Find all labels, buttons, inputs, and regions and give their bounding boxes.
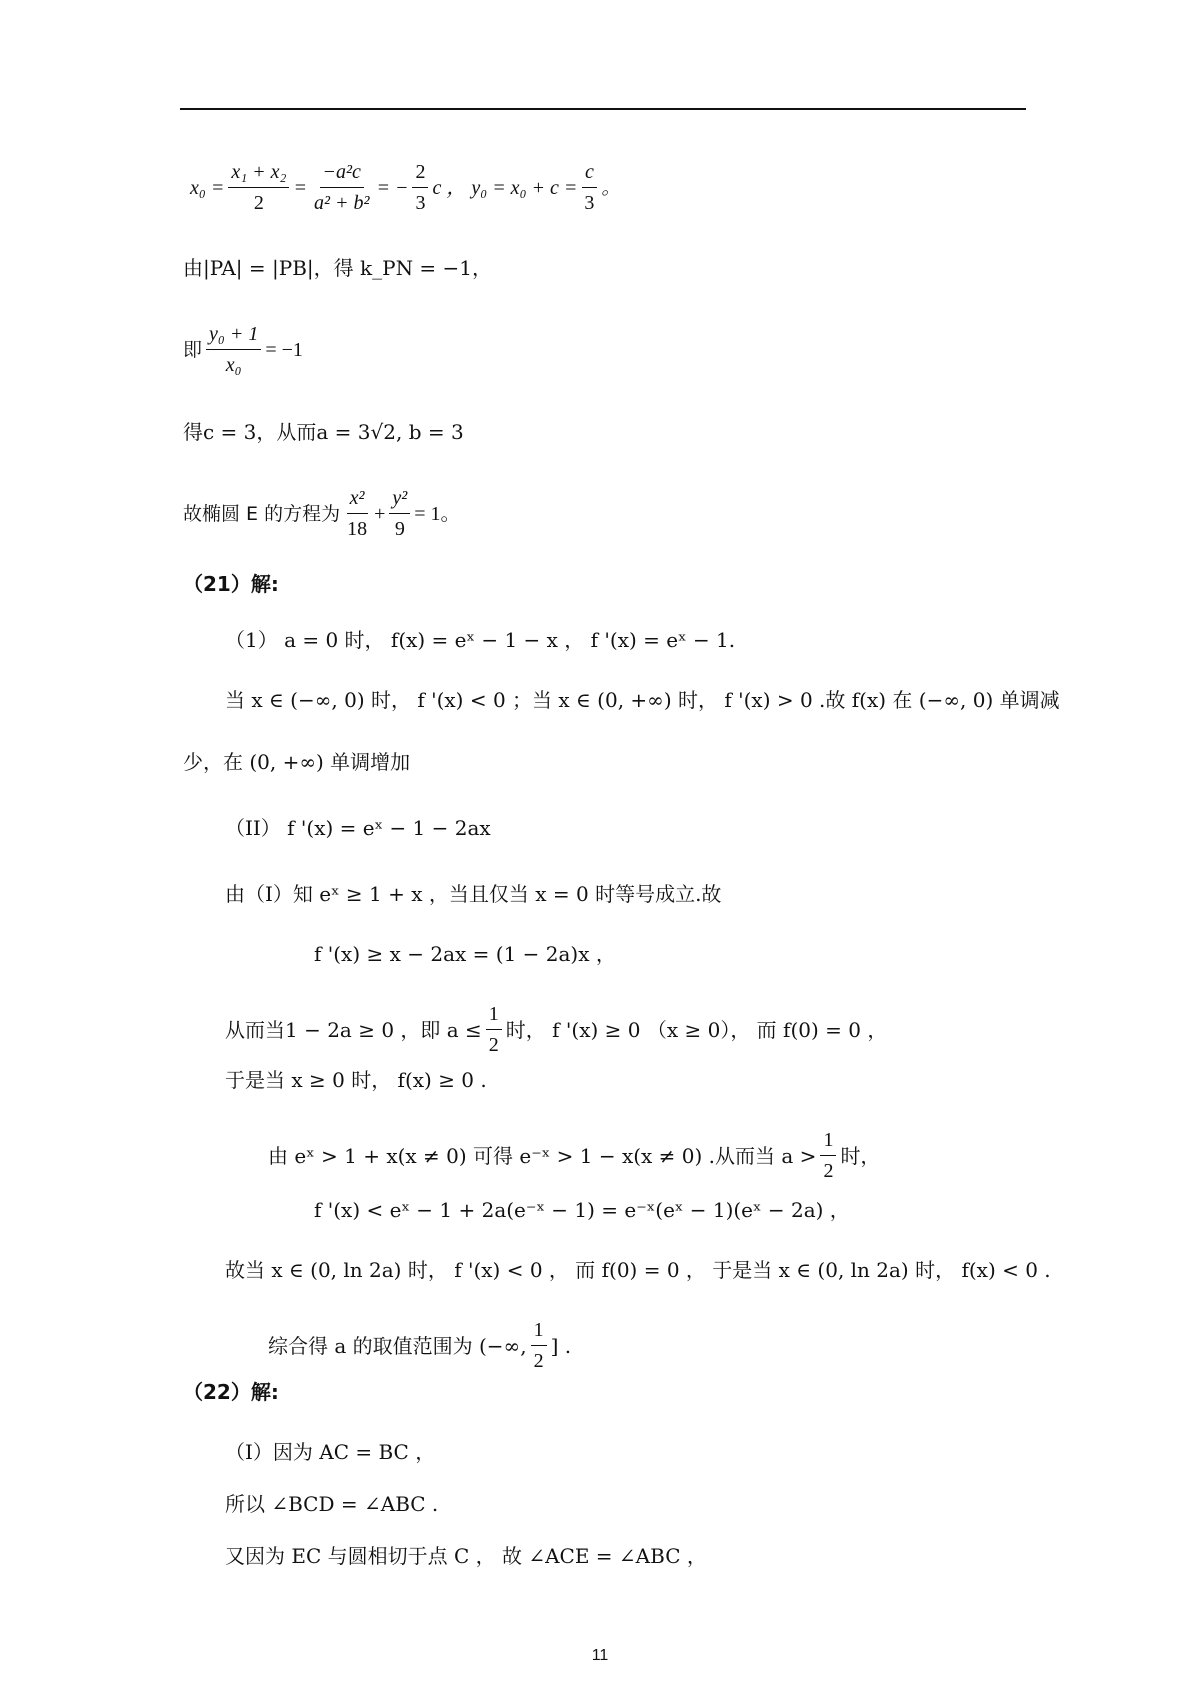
numerator: 1	[820, 1128, 836, 1156]
line-21-9	[268, 1128, 880, 1183]
line-21-1	[225, 626, 735, 654]
line-21-11	[225, 1256, 1051, 1284]
line-21-2	[225, 686, 1060, 714]
text: f '(x) ≥ x − 2ax = (1 − 2a)x ，	[314, 942, 616, 966]
line-22-1	[225, 1438, 435, 1466]
fraction	[206, 322, 261, 377]
text: = −	[376, 176, 409, 199]
text: f '(x) < eˣ − 1 + 2a(e⁻ˣ − 1) = e⁻ˣ(eˣ − 1)(eˣ − 2a) ，	[314, 1198, 850, 1222]
numerator: −a²c	[320, 160, 364, 188]
line-ellipse	[183, 486, 461, 541]
text: （I）因为 AC = BC ，	[225, 1440, 436, 1464]
text: 得c = 3，从而a = 3√2, b = 3	[183, 420, 464, 444]
text: = 1。	[414, 502, 461, 525]
fraction	[486, 1002, 502, 1057]
denominator: 2	[488, 1034, 499, 1056]
heading-21	[183, 570, 279, 598]
equation-x0	[190, 160, 620, 215]
line-21-8	[225, 1066, 487, 1094]
text: 由|PA| = |PB|，得 k_PN = −1，	[183, 256, 493, 280]
denominator: 2	[823, 1160, 834, 1182]
text: （22）解:	[183, 1380, 279, 1404]
text: 所以 ∠BCD = ∠ABC .	[225, 1492, 439, 1516]
denominator: a² + b²	[313, 192, 370, 214]
text: 故椭圆 E 的方程为	[183, 502, 341, 525]
fraction	[389, 486, 410, 541]
line-c-value	[183, 418, 464, 446]
numerator: x₁ + x₂	[228, 160, 289, 188]
numerator: x²	[347, 486, 368, 514]
fraction	[344, 486, 370, 541]
text: （21）解:	[183, 572, 279, 596]
text: 故当 x ∈ (0, ln 2a) 时， f '(x) < 0 ， 而 f(0) = 0 ， 于是当 x ∈ (0, ln 2a) 时， f(x) < 0 .	[225, 1258, 1051, 1282]
numerator: y₀ + 1	[206, 322, 261, 350]
line-21-5	[225, 880, 721, 908]
text: ] .	[550, 1333, 572, 1358]
heading-22	[183, 1378, 279, 1406]
numerator: c	[582, 160, 597, 188]
line-slope	[183, 322, 303, 377]
fraction	[311, 160, 373, 215]
denominator: 9	[394, 518, 405, 540]
line-21-3	[183, 748, 410, 776]
fraction	[820, 1128, 836, 1183]
numerator: 1	[486, 1002, 502, 1030]
fraction	[531, 1318, 547, 1373]
line-pa-pb	[183, 254, 492, 282]
text: 。	[601, 176, 621, 199]
fraction	[412, 160, 428, 215]
fraction	[228, 160, 289, 215]
line-22-2	[225, 1490, 438, 1518]
numerator: 1	[531, 1318, 547, 1346]
text: c ， y₀ = x₀ + c =	[432, 176, 578, 199]
text: （1） a = 0 时， f(x) = eˣ − 1 − x ， f '(x) = eˣ − 1.	[225, 628, 736, 652]
denominator: 3	[584, 192, 595, 214]
line-21-7	[225, 1002, 887, 1057]
line-22-3	[225, 1542, 707, 1570]
fraction	[581, 160, 597, 215]
page-number: 11	[591, 1647, 609, 1664]
text: 即	[183, 338, 203, 361]
numerator: y²	[389, 486, 410, 514]
numerator: 2	[412, 160, 428, 188]
text: 时，	[840, 1143, 881, 1168]
text: 又因为 EC 与圆相切于点 C ， 故 ∠ACE = ∠ABC ，	[225, 1544, 707, 1568]
text: +	[374, 502, 386, 525]
denominator: 18	[347, 518, 368, 540]
denominator: 3	[415, 192, 426, 214]
denominator: 2	[253, 192, 264, 214]
text: 当 x ∈ (−∞, 0) 时， f '(x) < 0 ；当 x ∈ (0, +∞) 时， f '(x) > 0 .故 f(x) 在 (−∞, 0) 单调减	[225, 688, 1060, 712]
header-rule	[180, 108, 1026, 110]
text: 于是当 x ≥ 0 时， f(x) ≥ 0 .	[225, 1068, 487, 1092]
text: 从而当1 − 2a ≥ 0 ，即 a ≤	[225, 1017, 482, 1042]
denominator: x₀	[225, 354, 242, 376]
line-21-10	[314, 1196, 850, 1224]
denominator: 2	[533, 1350, 544, 1372]
text: 由 eˣ > 1 + x(x ≠ 0) 可得 e⁻ˣ > 1 − x(x ≠ 0) .从而当 a >	[268, 1143, 817, 1168]
text: 由（I）知 eˣ ≥ 1 + x ，当且仅当 x = 0 时等号成立.故	[225, 882, 722, 906]
text: 时， f '(x) ≥ 0 （x ≥ 0）， 而 f(0) = 0 ，	[505, 1017, 888, 1042]
line-21-6	[314, 940, 616, 968]
text: 少，在 (0, +∞) 单调增加	[183, 750, 411, 774]
line-21-12	[268, 1318, 571, 1373]
line-21-4	[225, 814, 491, 842]
text: （II） f '(x) = eˣ − 1 − 2ax	[225, 816, 491, 840]
text: =	[293, 176, 307, 199]
text: x₀ =	[190, 176, 225, 199]
text: 综合得 a 的取值范围为 (−∞,	[268, 1333, 527, 1358]
text: = −1	[265, 338, 303, 361]
